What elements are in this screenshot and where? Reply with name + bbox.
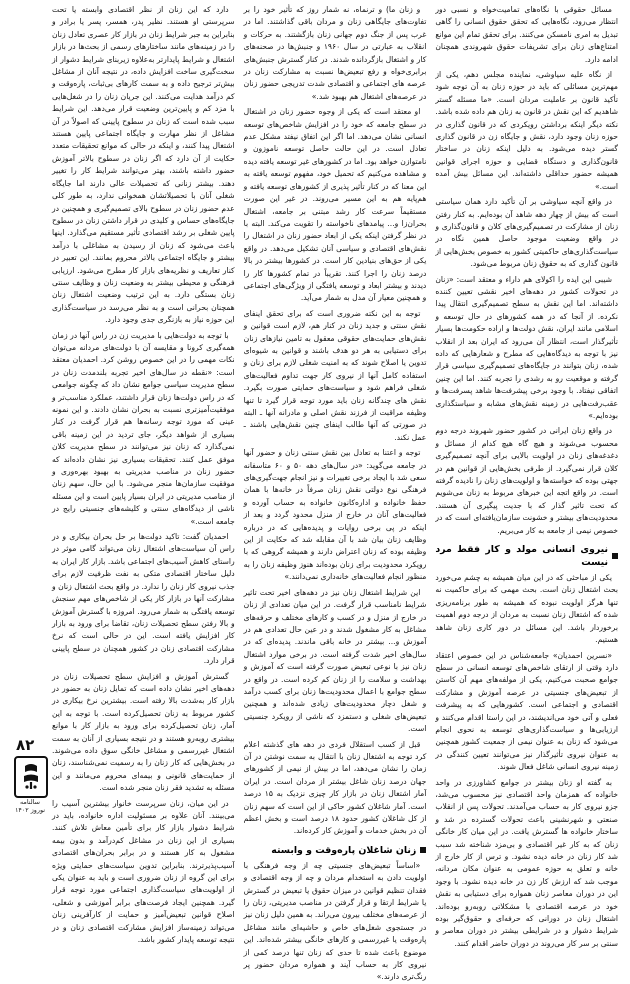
body-paragraph: دارد که این زنان از نظر اقتصادی وابسته یا تحت سرپرستی او هستند. نظیر پدر، همسر، پسر یا برادر و بنابراین به جبر شرایط زنان در بازار کار عصری تعادل زنان را در زمینه‌های مانند ساختارهای رسمی از بحث‌ها در بازار اشتغال و شرایط پایدارتر به‌علاوه زیربنای شرایط دشوار از سخت‌گیری ساخت افزایش داده، در نتیجه آنان از مشاغل بیش‌تر ترجیح داده و به سمت کارهای بی‌ثبات، پاره‌وقت و کم درآمد هدایت می‌کنند. این جریان زنان را در شغل‌هایی با مزد کم و پایین‌ترین وضعیت قرار می‌دهد. این شرایط سبب شده است که زنان در سطوح پایینی که اصولاً در آن مشاغل از نظر مهارت و جایگاه اجتماعی پایین هستند اشتغال پیدا کنند، و اینکه در حالی که موانع تحقیقات متعدد حکایت از آن دارد که اگر زنان در سطوح بالاتر آموزش حضور داشته باشند، بهتر می‌توانند شرایط کار را تغییر دهند. بیشتر زنانی که تحصیلات عالی دارند اما جایگاه شغلی آنان با تحصیلاتشان همخوانی ندارد، به طور کلی عدم حضور زنان در سطوح بالای تصمیم‌گیری و همچنین در جایگاه‌های حساس و کلیدی در قرار داشتن زنان در سطوح پایین شغلی بر رشد اقتصادی تأثیر مستقیم می‌گذارد. اینها باعث می‌شود که زنان از رسیدن به مشاغلی با درآمد بیشتر و جایگاه اجتماعی بالاتر محروم بمانند. این تعبیر در کنار تعاریف و نظریه‌های بازار کار مطرح می‌شود. ارزیابی فرهنگی و محیطی بیشتر به وضعیت زنان و وظایف سنتی زنان بستگی دارد. به این ترتیب وضعیت اشتغال زنان همچنان بحرانی است و به نظر می‌رسد در سیاست‌گذاری این حوزه نیاز به بازنگری جدی وجود دارد. (51, 5, 235, 325)
body-paragraph: در این میان، زنان سرپرست خانوار بیشترین آسیب را می‌بینند. آنان علاوه بر مسئولیت اداره خانواده، باید در شرایط دشوار بازار کار برای تأمین معاش تلاش کنند. بسیاری از این زنان در مشاغل کم‌درآمد و بدون بیمه مشغول به کار هستند و در برابر بحران‌های اقتصادی آسیب‌پذیرترند. بنابراین تدوین سیاست‌های حمایتی ویژه برای این گروه از زنان ضروری است و باید به عنوان یکی از اولویت‌های سیاست‌گذاری اجتماعی مورد توجه قرار گیرد. همچنین ایجاد فرصت‌های برابر آموزشی و شغلی، اصلاح قوانین تبعیض‌آمیز و حمایت از کارآفرینی زنان می‌تواند زمینه‌ساز افزایش مشارکت اقتصادی زنان و در نتیجه توسعه پایدار کشور باشد. (51, 798, 235, 945)
body-paragraph: یکی از مباحثی که در این میان همیشه به چشم می‌خورد بحث اشتغال زنان است. بحث مهمی که برای حاکمیت نه تنها هرگز اولویت نبوده که همیشه به طور برنامه‌ریزی شده که اشتغال زنان نسبت به مردان از درجه دوم اهمیت برخوردار باشد. این مسائل در دور کاری زنان شاهد هستیم. (435, 573, 618, 645)
article-columns (51, 4, 618, 982)
body-paragraph: او معتقد است که یکی از وجوه حضور زنان در اشتغال در سطح جامعه که خود را در افزایش شاخص‌های توسعه انسانی نشان می‌دهد. اما اگر این اتفاق نیفتد مشکل عدم تعادل است. در این حالت حاصل توسعه ناموزون و نامتوازن خواهد بود. اما در کشورهای غیر توسعه یافته دیده و مشاهده می‌کنیم که تحمیل خود، مفهوم توسعه یافته به این معنا که در کنار تأثیر پذیری از کشورهای توسعه یافته و هم‌پایه هم به این مسیر می‌روند. در غیر این صورت مستقیماً سرعت کار رشد مبتنی بر جامعه، اشتغال بحران‌زا و... پیامدهای ناخواسته را تقویت می‌کند. البته با در نظر گرفتن اینکه یکی از ابعاد حضور زنان در اشتغال را نقش‌های اقتصادی و سیاسی آنان تشکیل می‌دهد. در واقع یکی از حق‌های بنیادین کار است. در کشورها بیشتر در بالا درصد زنان را اجرا کنند. تقریباً در تمام کشورها کار را دیدند و بیشتر ابعاد و توسعه یافتگی از ویژگی‌های اجتماعی و همچنین معیار آن مدل به شمار می‌آید. (243, 107, 427, 303)
issue-caption: سالنامه نوروز ۱۴۰۲ (14, 798, 46, 814)
body-paragraph: توجه به این نکته ضروری است که برای تحقق اینفای نقش سنتی و جدید زنان در کنار هم، لازم است قوانین و نقش‌های حمایت‌های حقوقی معقول به تامین نیازهای زنان برای دستیابی به هر دو هدف باشند و قوانین به شیوه‌ای تدوین یا اصلاح شوند که به امنیت شغلی لازم برای زنان و استفاده کامل آنها از نیروی کار جهت تداوم فعالیت‌های شغلی فراهم شود و سیاست‌های حمایتی صورت بگیرد. نقش های چندگانه زنان باید مورد توجه قرار گیرد تا تنها وظیفه مراقبت از فرزند نقش اصلی و مادرانه آنها ـ البته در صورتی که آنها طالب اینفای چنین نقش‌هایی باشند ـ عمل نکند. (243, 308, 427, 442)
body-paragraph: و زنان ما) و ترنماه، نه شمار روز که تأثیر خود را بر تفاوت‌های جایگاهی زنان و مردان باقی گذاشتند. اما در غرب پس از جنگ دوم جهانی زنان بازگشتند. به حرکات و انقلاب به عبارتی در سال ۱۹۶۰ و جنبش‌ها در صحنه‌های کار و اشتغال بازگردانده شدند. در کنار گسترش جنبش‌های برابری‌خواه و رفع تبعیض‌ها نسبت به مشارکت زنان در عرصه های اجتماعی و اقتصادی شدت تدریجی حضور زنان در عرصه‌های اشتغال هم بهبود شد.» (243, 5, 427, 101)
body-paragraph: در واقع آنچه سیاوشی بر آن تأکید دارد همان سیاستی است که بیش از چهار دهه شاهد آن بوده‌ایم. به کنار رفتن زنان از مشارکت در تصمیم‌گیری‌های کلان و قانون‌گذاری و در واقع وضعیت موجود حاصل همین نگاه در سیاست‌گذاری‌های حاکمیتی کشور به خصوص بخش‌هایی از قانون گذاری که به حقوق زنان مربوط می‌شود. (435, 197, 618, 269)
section-heading (244, 844, 427, 857)
body-paragraph: گسترش آموزش و افزایش سطح تحصیلات زنان در دهه‌های اخیر نشان داده است که تمایل زنان به حضور در بازار کار به‌شدت بالا رفته است. بیشترین نرخ بیکاری در کشور مربوط به زنان تحصیل‌کرده است. با توجه به این آمار، زنان تحصیل‌کرده برای ورود به بازار کار با موانع بیشتری روبه‌رو هستند و در نتیجه بسیاری از آنان به سمت اشتغال غیررسمی و مشاغل خانگی سوق داده می‌شوند. در بخش‌هایی که کار زنان را به رسمیت نمی‌شناسند، زنان از حمایت‌های قانونی و بیمه‌ای محروم می‌مانند و این مسئله به تشدید فقر زنان منجر شده است. (51, 671, 235, 793)
body-paragraph: با توجه به دولت‌هایی با مدیریت زن در راس آنها در زمان همه‌گیری کرونا و مقایسه آن با دولت‌های مردانه می‌توان نکات مهمی را در این خصوص روشن کرد. احمدیان معتقد است: «نقطه در سال‌های اخیر تجربه بلندمدت زنان در سطح مدیریت سیاسی جوامع نشان داد که چگونه جوامعی که در راس دولت‌ها زنان قرار داشتند، عملکرد مناسب‌تر و موفقیت‌آمیزتری نسبت به بحران نشان دادند. و این نمونه عینی که مورد توجه رسانه‌ها هم قرار گرفت در کنار بسیاری از شواهد دیگر، جای تردید در این زمینه باقی نمی‌گذارد که زنان نیز می‌توانند در سطح مدیریت کلان موفق عمل کنند. تحقیقات بسیاری نیز نشان داده‌اند که حضور زنان در مناصب مدیریتی به بهبود بهره‌وری و موفقیت سازمان‌ها منجر می‌شود. با این حال، سهم زنان از مناصب مدیریتی در ایران بسیار پایین است و این مسئله ناشی از دیدگاه‌های سنتی و کلیشه‌های جنسیتی رایج در جامعه است.» (51, 330, 235, 526)
section-heading-text: نیروی انسانی مولد و کار فقط مرد نیست (435, 544, 608, 569)
heading-square-icon (420, 847, 426, 853)
logo-mark-icon (19, 762, 43, 792)
body-paragraph: به گفته او زنان بیشتر در جوامع کشاورزی در واحد خانواده که همزمان واحد اقتصادی نیز محسوب می‌شد، جزو نیروی کار به حساب می‌آمدند. تحولات پس از انقلاب صنعتی و شهرنشینی باعث تحولات گسترده در شد و ساختار خانواده ها گسترش یافت. در این میان کار خانگی زنان که به کار غیر اقتصادی و بی‌مزد شناخته شد سبب شد کار زنان در خانه دیده نشود. و ترس از کار خارج از خانه و تعلق به حوزه عمومی به عنوان مکان مردانه، موجب شد که ارزش کار زن در خانه دیده نشود. با وجود این در دوران معاصر زنان همواره برای دستیابی به نقش خود در عرصه اقتصادی با مشکلاتی روبه‌رو بوده‌اند. اشتغال زنان در دورانی که حرفه‌ای و حقوق‌گیر بوده شرایط دشوار و در شرایطی بیشتر در دوران معاصر و سنتی بر سر کار می‌روند در دوران حاضر اقدام کنند. (435, 777, 618, 948)
body-paragraph: در واقع زنان ایرانی در کشور حضور شهروند درجه دوم محسوب می‌شوند و هیچ گاه هیچ کدام از مسائل و دغدغه‌های زنان در اولویت بالایی برای آنچه تصمیم‌گیری کلان قرار نمی‌گیرد. از طرفی بخش‌هایی از قوانین هم در جهتی بوده که خواسته‌ها و اولویت‌های زنان را نادیده گرفته است. در واقع اتجه این خبرهای مربوط به زنان می‌شویم که تحت تاثیر گذار که با جدیت پیگیری آن هستند. محدودیت‌های بیشتر و خشونت سازمان‌یافته‌ای است که در خصوص نیمی از جامعه به کار می‌بریم. (435, 426, 618, 535)
body-paragraph: توجه و اعتنا به تعادل بین نقش سنتی زنان و حضور آنها در جامعه می‌گوید: «در سال‌های دهه ۵۰ و ۶۰ متاسفانه سعی شد با ایجاد برخی تغییرات و نیز انجام جهت‌گیری‌های فرهنگی نوع دولتی نقش زنان صرفاً در خانه‌ها با همان حفظ خانواده و اداره‌کانون خانواده به حساب آورده و فعالیت‌های آنان در خارج از منزل محدود گردد و بعد از اینکه در پی برخی روایات و پدیده‌هایی که در درباره وظایف زنان بیان شد با آن مقابله شد که حکایت از این وظیفه بوده که زنان اعتراض دارند و همیشه گروهی که با رویکرد محدودیت برای زنان بوده‌اند هنوز وظیفه زنان را به منظور انجام فعالیت‌های خانه‌داری نمی‌دانند.» (243, 448, 427, 582)
section-heading-text: زنان شاغلان پاره‌وقت و وابسته (271, 844, 417, 856)
body-paragraph: احمدیان گفت: تاکید دولت‌ها بر حل بحران بیکاری و در راس آن سیاست‌های اشتغال زنان می‌تواند گامی موثر در راستای کاهش آسیب‌های اجتماعی باشد. بازار کار ایران به دلیل ساختار اقتصادی متکی به نفت ظرفیت لازم برای جذب نیروی کار زنان را ندارد. در واقع بحث اشتغال زنان و مشارکت آنها در بازار کار یکی از شاخص‌های مهم سنجش توسعه یافتگی به شمار می‌رود. امروزه با گسترش آموزش و بالا رفتن سطح تحصیلات زنان، تقاضا برای ورود به بازار کار افزایش یافته است. این در حالی است که نرخ مشارکت اقتصادی زنان در کشور همچنان در سطح پایینی قرار دارد. (51, 532, 235, 666)
body-paragraph: این شرایط اشتغال زنان نیز در دهه‌های اخیر تحت تاثیر شرایط نامناسب قرار گرفت. در این میان تعدادی از زنان در خارج از منزل و در کسب و کارهای مختلف و حرفه‌های مشاغل به کار مشغول شدند و در عین حال تعدادی هم در آموزش و... بیشتر در خانه باقی ماندند. پدیده‌ای که در سال‌های اخیر شدت گرفته است. در برخی موارد اشتغال زنان نیز با نوعی تبعیض صورت گرفته است که آموزش و بهداشت و سلامت را از زنان کم کرده است. در واقع در سطح جوامع با اعمال محدودیت‌ها زنان برای کسب درآمد و شغل دچار محدودیت‌های زیادی شده‌اند و همچنین تبعیض‌های شغلی و دستمزد که ناشی از رویکرد جنسیتی است. (243, 587, 427, 734)
magazine-logo (14, 756, 48, 798)
body-paragraph: «اساساً تبعیض‌های جنسیتی چه از وجه فرهنگی با اولویت دادن به استخدام مردان و چه از وجه اقتصادی و فقدان تنظیم قوانین در میزان حقوق یا تبعیض در گسترش یا شرایط ارتقا و قرار گرفتن در مناصب مدیریتی، زنان را از عرصه‌های مختلف بیرون می‌راند. به همین دلیل زنان نیز در جستجوی شغل‌های خاص و حاشیه‌ای مانند مشاغل پاره‌وقت یا غیررسمی و کارهای خانگی بیشتر شده‌اند. این موضوع باعث شده تا حدی که زنان تنها درصد کمی از نیروی کار به حساب آیند و همواره مردان حضور پر رنگ‌تری دارند.» (243, 860, 427, 982)
body-paragraph: «نسرین احمدیان» جامعه‌شناس در این خصوص اعتقاد دارد وقتی از ارتقای شاخص‌های توسعه انسانی در سطح جوامع صحبت می‌کنیم، یکی از مولفه‌های مهم آن کاستن از تبعیض‌های جنسیتی در عرصه آموزش و مشارکت اقتصادی و اجتماعی است. کشورهایی که به پیشرفت فعلی و آتی خود می‌اندیشند، در این راستا اقدام می‌کنند و ارزیابی‌ها و سیاست‌گذاری‌های توسعه به نحوی انجام می‌شود که زنان به عنوان نیمی از جمعیت کشور همچنین به عنوان نیروی تأثیرگذار نیز می‌توانند تعیین کنندگی در زمینه نیروی انسانی شاغل فعال شوند. (435, 650, 618, 772)
article-column (51, 4, 235, 945)
body-paragraph: شیبی این ایده را اکولای هم داراء و معتقد است: «زنان در تحولات کشور در دهه‌های اخیر نقشی تعیین کننده داشته‌اند. اما این نقش به سطح تصمیم‌گیری انتقال پیدا نکرده. از آنجا که در همه کشورهای در حال توسعه و اسلامی مانند ایران، نقش دولت‌ها و اراده حکومت‌ها بسیار تأثیرگذار است، انتظار آن می‌رود که ایران بعد از انقلاب نیز با توجه به دیدگاه‌هایی که مطرح و شعارهایی که داده شده، زنان بتوانند در جایگاه‌های تصمیم‌گیری سیاسی قرار گرفته و موقعیت رو به رشدی را تجربه کنند. اما این چنین اتفاقی نیفتاد. با وجود برخی پیشرفت‌ها شاهد پسرفت‌ها و عقب‌رفت‌هایی در زمینه نقش‌های مشابه و سیاستگذاری بوده‌ایم.» (435, 274, 618, 420)
body-paragraph: از نگاه علیه سیاوشی، نماینده مجلس دهم، یکی از مهم‌ترین مسائلی که باید در حوزه زنان به آن توجه شود تأکید قانون بر عاملیت مردان است. «ما مسئله گستر شاهدیم که این نقش در قانون به زنان هم داده شده باشد. نکته دیگر اینکه برداشتن رویکردی که در قانون گذاری در حوزه زنان وجود دارد، نقش و جایگاه زن در قانون گذاری گستر دیده می‌شود. به دلیل اینکه زنان در ساختار قانون‌گذاری و دستگاه قضایی و حوزه اجرای قوانین همیشه حضور حداقلی داشته‌اند. این مسائل بیش آمده است.» (435, 70, 618, 191)
body-paragraph: مسائل حقوقی با نگاه‌های تمامیت‌خواه و نسبی دور انتظار می‌رود، نگاه‌هایی که تحقق حقوق انسانی را گاهی تبدیل به امری نامسکن می‌کنند. برای تحقق تمام این موانع امتناع‌های زنان برای تشریفات حقوق شهروندی همچنان ادامه دارد. (435, 5, 618, 64)
body-paragraph: قبل از کسب استقلال فردی در دهه های گذشته اعلام کرد توجه به اشتغال زنان با انتقال به سمت نوشتن در آن زمان را نشان می‌دهد، اما در بیش از نیمی از کشورهای جهان درصد زنان شاغل بیشتر از مردان است. در ایران آمار اشتغال زنان در بازار کار چیزی نزدیک به ۱۵ درصد است. آمار شاغلان کشور حاکی از این است که سهم زنان از کل شاغلان کشور حدود ۱۸ درصد است و بخش اعظم آن در بخش خدمات و آموزش کار کرده‌اند. (243, 739, 427, 836)
section-heading (435, 543, 618, 569)
article-column (243, 4, 427, 982)
heading-square-icon (612, 553, 618, 559)
page-number: ۸۲ (16, 736, 35, 754)
article-column (435, 4, 618, 948)
magazine-page (12, 4, 618, 982)
page-margin (12, 4, 46, 816)
